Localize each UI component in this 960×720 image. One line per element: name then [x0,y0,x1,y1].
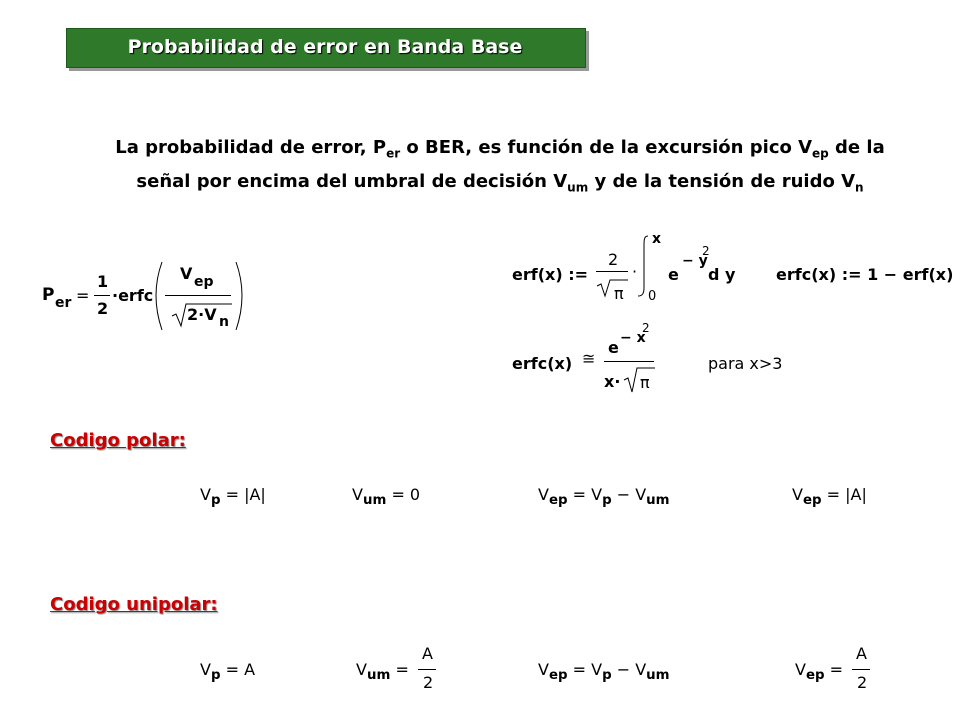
eq-frac-bar [852,669,870,670]
eq-rhs: = |A| [826,485,867,504]
erf-coef-num: 2 [608,250,619,269]
per-equals: = [76,286,90,305]
erfc-approx-lhs: erfc(x) [512,354,573,373]
eq-equals: = [829,660,844,679]
eq-sub: p [210,493,221,509]
erf-exponent-pow: 2 [702,244,710,258]
eq-den: 2 [423,673,434,692]
eq-var: V [792,485,803,504]
eq-var: V [352,485,363,504]
erf-upper-limit: x [652,231,662,247]
eq-var: V [200,485,211,504]
eq-var: V [538,660,549,679]
eq-sub: ep [802,493,822,509]
erf-integrand: e [668,265,679,284]
intro-text: de la [828,137,885,158]
per-lhs-sub: er [55,295,72,311]
eq-sub: um [362,493,387,509]
eq-frac-bar [418,669,436,670]
eq-mid: = V [572,485,603,504]
erf-dot: · [632,262,638,281]
per-inner-num: V [180,264,193,283]
erf-lower-limit: 0 [648,289,657,304]
eq-sub: p [602,668,612,684]
eq-rhs: = 0 [391,485,421,504]
intro-text: o BER, es función de la excursión pico V [400,137,813,158]
unipolar-eq-vp [200,660,255,683]
eq-var: V [200,660,211,679]
erf-exponent: − y [682,253,708,269]
erfc-approx-condition: para x>3 [708,354,783,373]
eq-equals: = [395,660,409,679]
eq-num: A [856,644,867,663]
unipolar-heading: Codigo unipolar: [50,594,218,615]
polar-eq-vep-a [792,485,867,508]
erfc-approx-num-pow: 2 [642,321,650,335]
eq-sub: p [602,493,612,509]
eq-rhs: − V [611,485,647,504]
eq-rhs: = |A| [225,485,266,504]
polar-eq-vp [200,485,266,508]
eq-var: V [795,660,806,679]
erfc-approx-rel: ≅ [582,349,596,368]
eq-sub: ep [805,668,825,684]
erfc-approx-num: e [608,338,619,357]
eq-sub: p [210,668,221,684]
erf-lhs: erf(x) := [512,265,589,284]
per-num: 1 [97,272,109,291]
eq-sub: um [366,668,391,684]
per-den: 2 [97,299,109,318]
eq-var: V [538,485,549,504]
eq-mid: = V [572,660,603,679]
erfc-approx-den-root: π [640,373,650,392]
eq-sub: ep [548,493,568,509]
unipolar-eq-vep [538,660,670,683]
polar-eq-vep [538,485,670,508]
intro-sub: um [567,180,589,195]
eq-lhs [356,660,409,683]
erfc-definition: erfc(x) := 1 − erf(x) [776,265,954,284]
eq-rhs: = A [225,660,256,679]
per-inner-den-sub: n [219,314,229,330]
polar-heading: Codigo polar: [50,430,186,451]
eq-sub: ep [548,668,568,684]
eq-rhs: − V [611,660,647,679]
eq-sub: um [646,668,670,684]
per-inner-num-sub: ep [194,274,214,290]
eq-lhs [795,660,843,683]
per-inner-den: 2·V [187,305,217,324]
intro-sub: ep [812,146,829,161]
intro-text: y de la tensión de ruido V [588,170,856,192]
erf-dy: d y [708,265,736,284]
erfc-approx-den: x· [604,372,621,391]
per-lhs: P [42,285,55,305]
eq-num: A [422,644,433,663]
page-title: Probabilidad de error en Banda Base [127,36,523,58]
eq-den: 2 [857,673,868,692]
intro-sub: er [386,146,401,161]
intro-text: La probabilidad de error, P [115,137,387,158]
eq-sub: um [646,493,670,509]
erfc-approx-num-exp: − x [620,330,646,346]
polar-eq-vum [352,485,420,508]
erf-coef-den: π [614,284,624,303]
intro-sub: n [855,180,864,195]
intro-text: señal por encima del umbral de decisión V [136,170,568,192]
eq-var: V [356,660,367,679]
per-erfc: ·erfc [112,286,154,305]
